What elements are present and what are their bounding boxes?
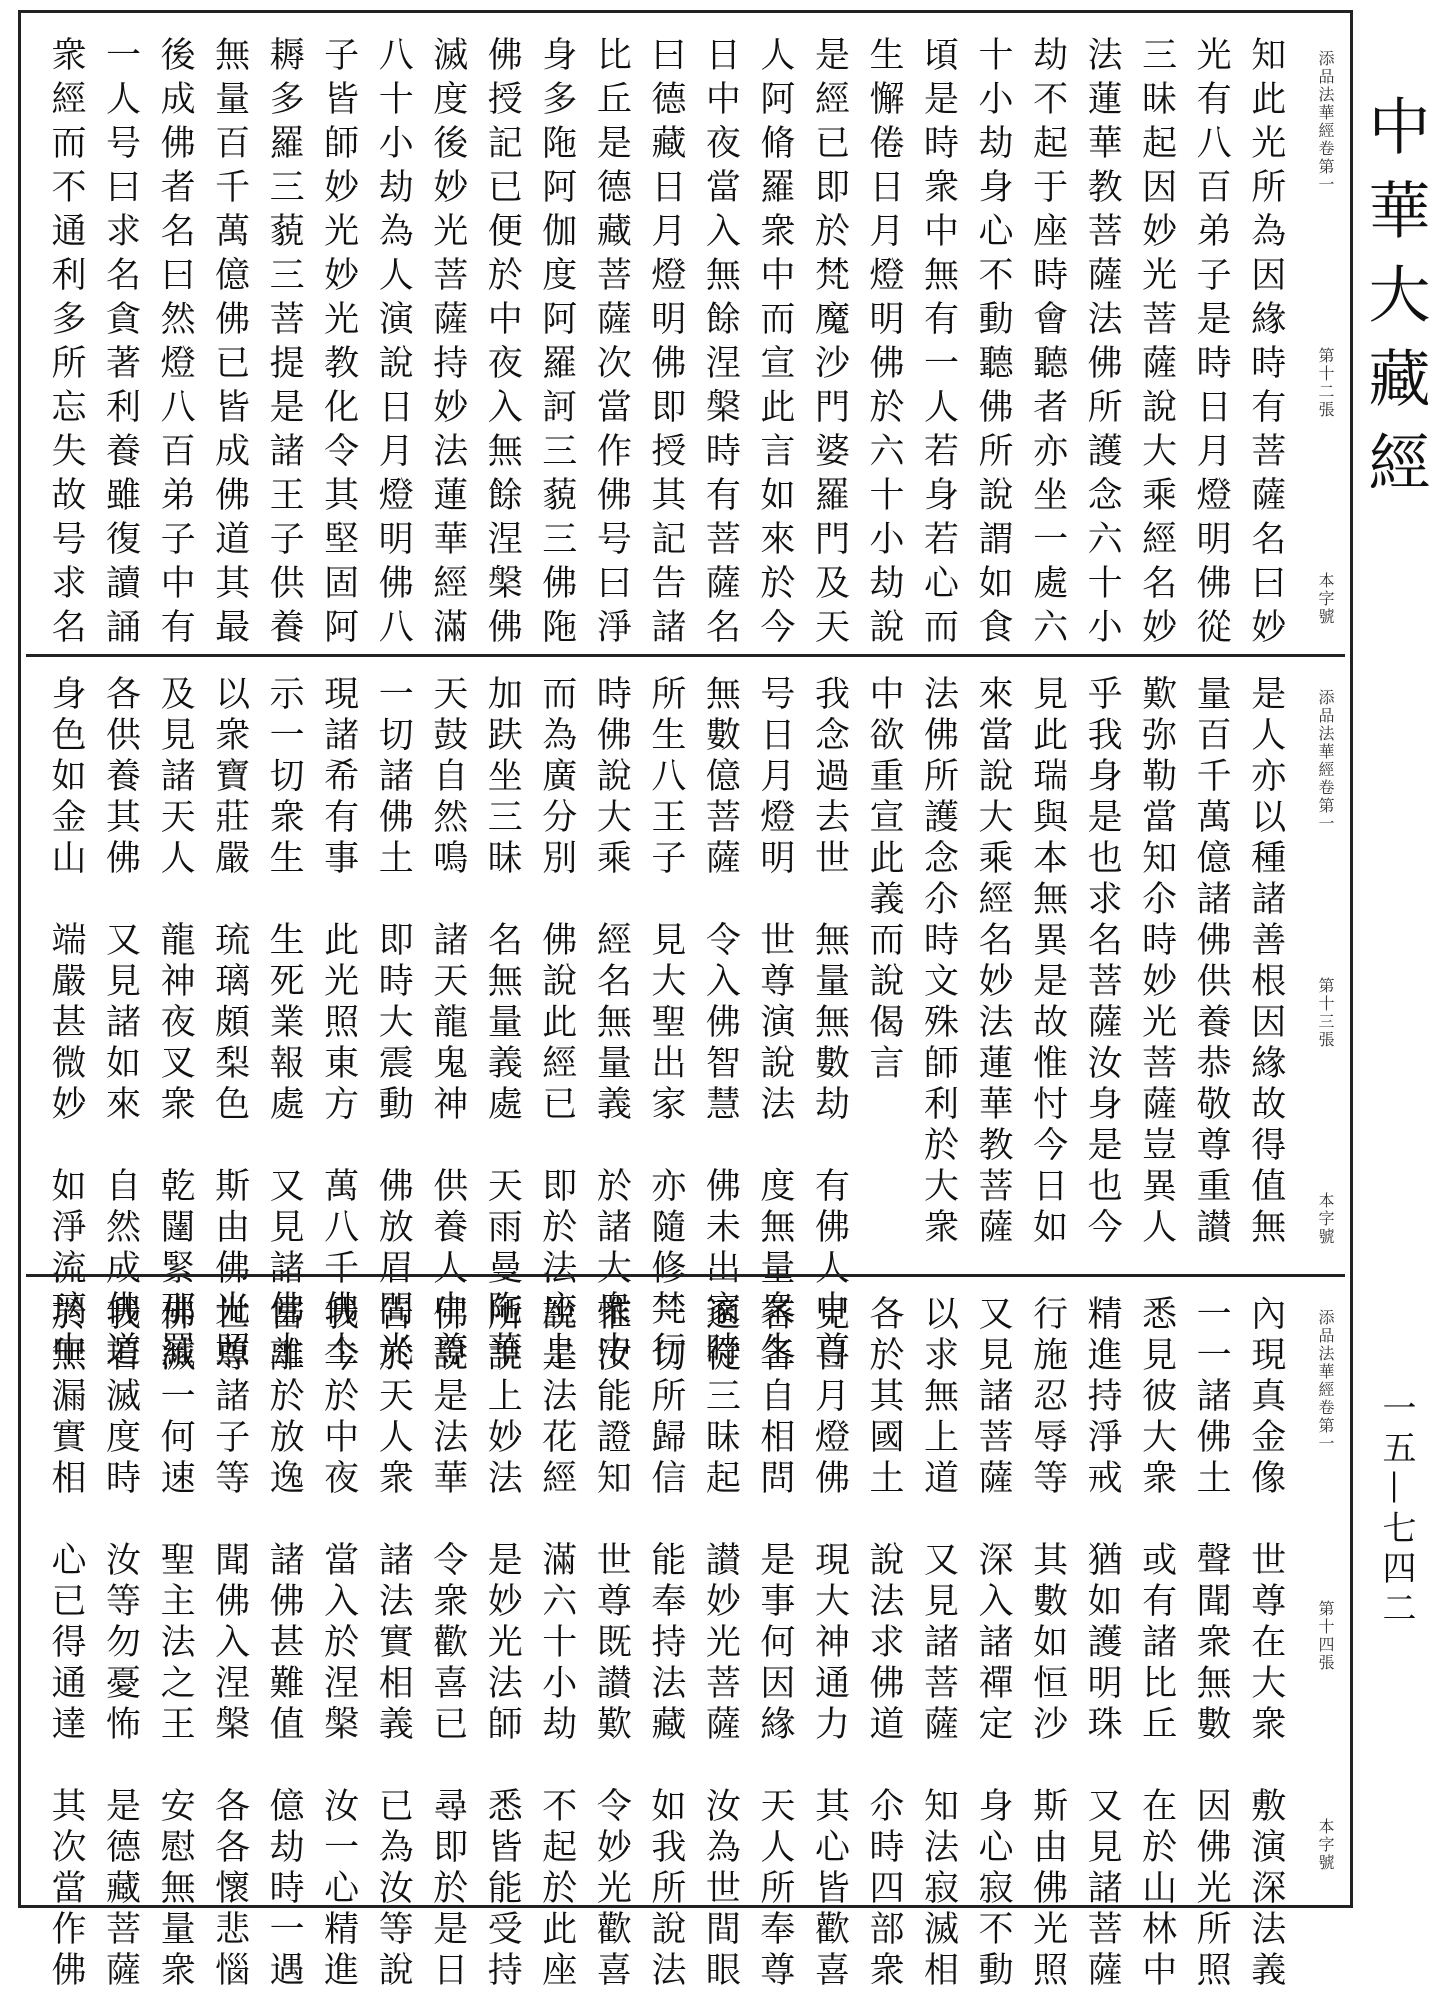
text-column: 八十小劫為人演說日月燈明佛八 xyxy=(373,36,414,652)
text-column: 子皆師妙光妙光教化令其堅固阿 xyxy=(318,36,359,652)
text-column: 比丘是德藏菩薩次當作佛号曰淨 xyxy=(591,36,632,652)
verse-column: 以求無上道 又見諸菩薩 知法寂滅相 xyxy=(918,1295,959,1992)
text-column: 衆經而不通利多所忘失故号求名 xyxy=(46,36,86,652)
verse-column: 說是法花經 滿六十小劫 不起於此座 xyxy=(536,1295,577,1992)
text-column: 來當說大乘經名妙法蓮華教菩薩 xyxy=(973,675,1014,1249)
text-column: 劫不起于座時會聽者亦坐一處六 xyxy=(1027,36,1068,652)
margin-sheet-number: 第十二張 xyxy=(1316,347,1335,419)
text-column: 乎我身是也求名菩薩汝身是也今 xyxy=(1082,675,1123,1249)
verse-column: 惟汝能證知 世尊既讃歎 令妙光歡喜 xyxy=(591,1295,632,1992)
text-column: 光有八百弟子是時日月燈明佛從 xyxy=(1191,36,1232,652)
verse-column: 身色如金山 端嚴甚微妙 如淨流璃中 xyxy=(46,675,86,1372)
text-column: 曰德藏日月燈明佛即授其記告諸 xyxy=(645,36,686,652)
verse-column: 又見諸菩薩 深入諸禪定 身心寂不動 xyxy=(973,1295,1014,1992)
verse-column: 一切諸佛土 即時大震動 佛放眉間光 xyxy=(373,675,414,1372)
text-panel-1 xyxy=(26,18,1345,654)
panel-margin-note xyxy=(1291,50,1337,626)
verse-column: 一一諸佛土 聲聞衆無數 因佛光所照 xyxy=(1191,1295,1232,1992)
text-column: 知此光所為因緣時有菩薩名曰妙 xyxy=(1245,36,1286,652)
text-column: 日中夜當入無餘涅槃時有菩薩名 xyxy=(700,36,741,652)
verse-column: 而為廣分別 佛說此經已 即於法座上 xyxy=(536,675,577,1372)
verse-column: 示一切衆生 生死業報處 又見諸佛土 xyxy=(264,675,305,1372)
text-column: 佛授記已便於中夜入無餘涅槃佛 xyxy=(482,36,523,652)
text-columns xyxy=(46,675,1286,1372)
verse-column: 所說上妙法 是妙光法師 悉皆能受持 xyxy=(482,1295,523,1992)
text-column: 是人亦以種諸善根因緣故得值無 xyxy=(1245,675,1286,1249)
verse-column: 各於其國土 說法求佛道 尒時四部衆 xyxy=(863,1295,904,1992)
verse-column: 內現真金像 世尊在大衆 敷演深法義 xyxy=(1245,1295,1286,1992)
verse-column: 我今於中夜 當入於涅槃 汝一心精進 xyxy=(318,1295,359,1992)
verse-column: 悉見彼大衆 或有諸比丘 在於山林中 xyxy=(1136,1295,1177,1992)
text-column: 滅度後妙光菩薩持妙法蓮華經滿 xyxy=(427,36,468,652)
margin-scripture-title: 添品法華經卷第一 xyxy=(1316,1309,1335,1453)
verse-column: 以衆寶莊嚴 琉璃頗梨色 斯由佛光照 xyxy=(209,675,250,1372)
verse-column: 我念過去世 無量無數劫 有佛人中尊 xyxy=(809,675,850,1372)
page-number: 一五—七四二 xyxy=(1376,1390,1416,1630)
verse-column: 号日月燈明 世尊演說法 度無量衆生 xyxy=(754,675,795,1372)
text-panel-2 xyxy=(26,654,1345,1372)
text-column: 量百千萬億諸佛供養恭敬尊重讃 xyxy=(1191,675,1232,1249)
margin-scripture-title: 添品法華經卷第一 xyxy=(1316,689,1335,833)
verse-column: 見日月燈佛 現大神通力 其心皆歡喜 xyxy=(809,1295,850,1992)
verse-column: 各各自相問 是事何因緣 天人所奉尊 xyxy=(754,1295,795,1992)
verse-column: 行施忍辱等 其數如恒沙 斯由佛光照 xyxy=(1027,1295,1068,1992)
verse-column: 世尊諸子等 聞佛入涅槃 各各懷悲惱 xyxy=(209,1295,250,1992)
margin-scripture-title: 添品法華經卷第一 xyxy=(1316,50,1335,194)
verse-column: 佛說是法華 令衆歡喜已 尋即於是日 xyxy=(427,1295,468,1992)
text-column: 是經已即於梵魔沙門婆羅門及天 xyxy=(809,36,850,652)
verse-column: 當離於放逸 諸佛甚難值 億劫時一遇 xyxy=(264,1295,305,1992)
panel-margin-note xyxy=(1291,689,1337,1246)
text-column: 後成佛者名曰然燈八百弟子中有 xyxy=(155,36,196,652)
text-column: 中欲重宣此義而說偈言 xyxy=(863,675,904,1085)
verse-column: 無數億菩薩 令入佛智慧 佛未出家時 xyxy=(700,675,741,1372)
text-columns xyxy=(46,36,1286,652)
text-columns xyxy=(46,1295,1286,1992)
verse-column: 所生八王子 見大聖出家 亦隨修梵行 xyxy=(645,675,686,1372)
text-column: 十小劫身心不動聽佛所說謂如食 xyxy=(973,36,1014,652)
text-panel-3 xyxy=(26,1274,1345,1992)
text-column: 法佛所護念尒時文殊師利於大衆 xyxy=(918,675,959,1249)
margin-character-mark: 本字號 xyxy=(1316,572,1335,626)
verse-column: 適從三昧起 讃妙光菩薩 汝為世間眼 xyxy=(700,1295,741,1992)
text-column: 歎弥勒當知尒時妙光菩薩豈異人 xyxy=(1136,675,1177,1249)
margin-character-mark: 本字號 xyxy=(1316,1818,1335,1872)
panel-margin-note xyxy=(1291,1309,1337,1872)
text-column: 身多陁阿伽度阿羅訶三藐三佛陁 xyxy=(536,36,577,652)
verse-column: 我若滅度時 汝等勿憂怖 是德藏菩薩 xyxy=(100,1295,141,1992)
text-column: 見此瑞與本無異是故惟忖今日如 xyxy=(1027,675,1068,1249)
margin-character-mark: 本字號 xyxy=(1316,1192,1335,1246)
verse-column: 佛滅一何速 聖主法之王 安慰無量衆 xyxy=(155,1295,196,1992)
text-column: 人阿脩羅衆中而宣此言如來於今 xyxy=(754,36,795,652)
verse-column: 時佛說大乘 經名無量義 於諸大衆中 xyxy=(591,675,632,1372)
text-column: 生懈倦日月燈明佛於六十小劫說 xyxy=(863,36,904,652)
text-column: 一人号曰求名貪著利養雖復讀誦 xyxy=(100,36,141,652)
text-column: 耨多羅三藐三菩提是諸王子供養 xyxy=(264,36,305,652)
verse-column: 一切所歸信 能奉持法藏 如我所說法 xyxy=(645,1295,686,1992)
margin-sheet-number: 第十四張 xyxy=(1316,1599,1335,1672)
verse-column: 加趺坐三昧 名無量義處 天雨曼陁華 xyxy=(482,675,523,1372)
text-column: 無量百千萬億佛已皆成佛道其最 xyxy=(209,36,250,652)
verse-column: 於無漏實相 心已得通達 其次當作佛 xyxy=(46,1295,86,1992)
verse-column: 及見諸天人 龍神夜叉衆 乾闥緊那羅 xyxy=(155,675,196,1372)
verse-column: 各供養其佛 又見諸如來 自然成佛道 xyxy=(100,675,141,1372)
text-column: 三昧起因妙光菩薩說大乘經名妙 xyxy=(1136,36,1177,652)
text-column: 頃是時衆中無有一人若身若心而 xyxy=(918,36,959,652)
verse-column: 天鼓自然鳴 諸天龍鬼神 供養人中尊 xyxy=(427,675,468,1372)
text-column: 法蓮華教菩薩法佛所護念六十小 xyxy=(1082,36,1123,652)
verse-column: 精進持淨戒 猶如護明珠 又見諸菩薩 xyxy=(1082,1295,1123,1992)
verse-column: 現諸希有事 此光照東方 萬八千佛土 xyxy=(318,675,359,1372)
margin-sheet-number: 第十三張 xyxy=(1316,976,1335,1049)
verse-column: 告於天人衆 諸法實相義 已為汝等說 xyxy=(373,1295,414,1992)
book-title: 中華大藏經 xyxy=(1358,94,1431,514)
